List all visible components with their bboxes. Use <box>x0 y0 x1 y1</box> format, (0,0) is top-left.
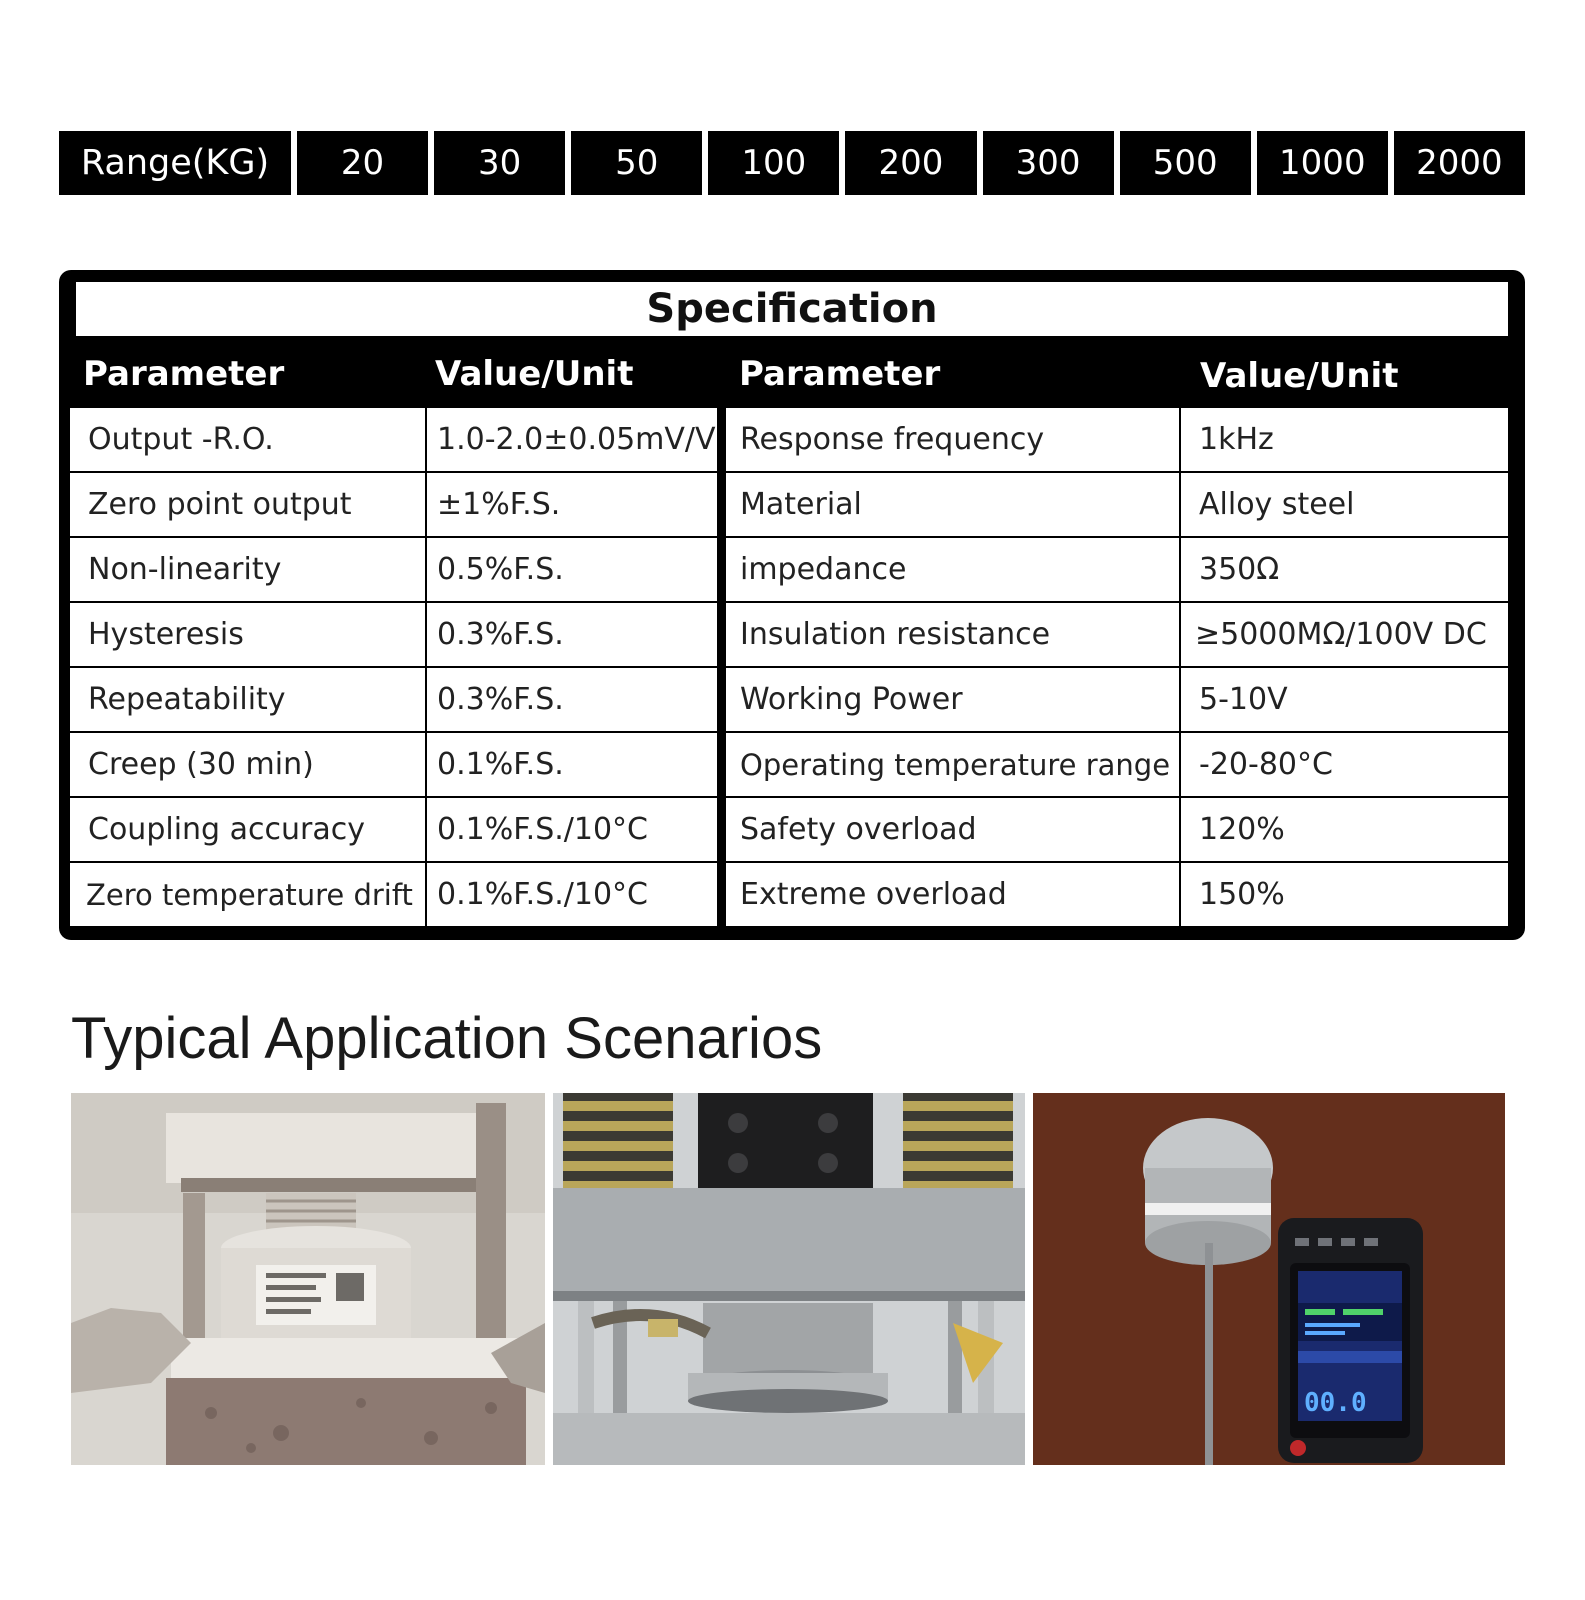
param-cell: Insulation resistance <box>726 603 1179 666</box>
table-row <box>70 473 1518 536</box>
header-value-left: Value/Unit <box>435 354 634 394</box>
param-cell: impedance <box>726 538 1179 601</box>
header-value-right: Value/Unit <box>1200 356 1399 396</box>
industrial-scale-image <box>71 1093 545 1465</box>
range-value-100: 100 <box>708 131 839 195</box>
range-value-2000: 2000 <box>1394 131 1525 195</box>
param-cell: Material <box>726 473 1179 536</box>
sensor-meter-image <box>1033 1093 1505 1465</box>
value-cell: 0.1%F.S./10°C <box>427 798 717 861</box>
table-row <box>70 603 1518 666</box>
range-label: Range(KG) <box>59 131 291 195</box>
spec-title: Specification <box>76 282 1508 336</box>
value-cell: Alloy steel <box>1181 473 1508 536</box>
range-value-30: 30 <box>434 131 565 195</box>
value-cell: 120% <box>1181 798 1508 861</box>
param-cell: Output -R.O. <box>70 408 425 471</box>
value-cell: -20-80°C <box>1181 733 1508 796</box>
scenarios-title: Typical Application Scenarios <box>71 1006 823 1071</box>
value-cell: ±1%F.S. <box>427 473 717 536</box>
value-cell: 0.3%F.S. <box>427 668 717 731</box>
param-cell: Repeatability <box>70 668 425 731</box>
value-cell: 1.0-2.0±0.05mV/V <box>427 408 717 471</box>
param-cell: Zero point output <box>70 473 425 536</box>
range-value-200: 200 <box>845 131 976 195</box>
range-value-1000: 1000 <box>1257 131 1388 195</box>
param-cell: Working Power <box>726 668 1179 731</box>
param-cell: Safety overload <box>726 798 1179 861</box>
specification-table <box>59 270 1525 940</box>
scenario-photo-press-machine <box>553 1093 1025 1465</box>
param-cell: Non-linearity <box>70 538 425 601</box>
table-row <box>70 668 1518 731</box>
press-machine-image <box>553 1093 1025 1465</box>
value-cell: 0.1%F.S./10°C <box>427 863 717 926</box>
header-parameter-right: Parameter <box>739 354 941 394</box>
param-cell: Hysteresis <box>70 603 425 666</box>
range-value-500: 500 <box>1120 131 1251 195</box>
range-strip <box>59 131 1525 195</box>
param-cell: Response frequency <box>726 408 1179 471</box>
value-cell: 150% <box>1181 863 1508 926</box>
param-cell: Creep (30 min) <box>70 733 425 796</box>
range-value-300: 300 <box>983 131 1114 195</box>
param-cell: Extreme overload <box>726 863 1179 926</box>
table-row <box>70 733 1518 796</box>
meter-reading: 00.0 <box>1304 1388 1367 1418</box>
value-cell: ≥5000MΩ/100V DC <box>1181 603 1508 666</box>
scenario-photo-industrial-scale <box>71 1093 545 1465</box>
param-cell: Zero temperature drift <box>70 863 425 926</box>
table-row <box>70 408 1518 471</box>
value-cell: 0.3%F.S. <box>427 603 717 666</box>
param-cell: Operating temperature range <box>726 733 1179 796</box>
value-cell: 0.1%F.S. <box>427 733 717 796</box>
table-row <box>70 863 1518 926</box>
value-cell: 5-10V <box>1181 668 1508 731</box>
value-cell: 1kHz <box>1181 408 1508 471</box>
scenario-photo-meter <box>1033 1093 1505 1465</box>
table-row <box>70 538 1518 601</box>
range-value-20: 20 <box>297 131 428 195</box>
table-row <box>70 798 1518 861</box>
header-parameter-left: Parameter <box>83 354 285 394</box>
range-value-50: 50 <box>571 131 702 195</box>
param-cell: Coupling accuracy <box>70 798 425 861</box>
value-cell: 350Ω <box>1181 538 1508 601</box>
value-cell: 0.5%F.S. <box>427 538 717 601</box>
